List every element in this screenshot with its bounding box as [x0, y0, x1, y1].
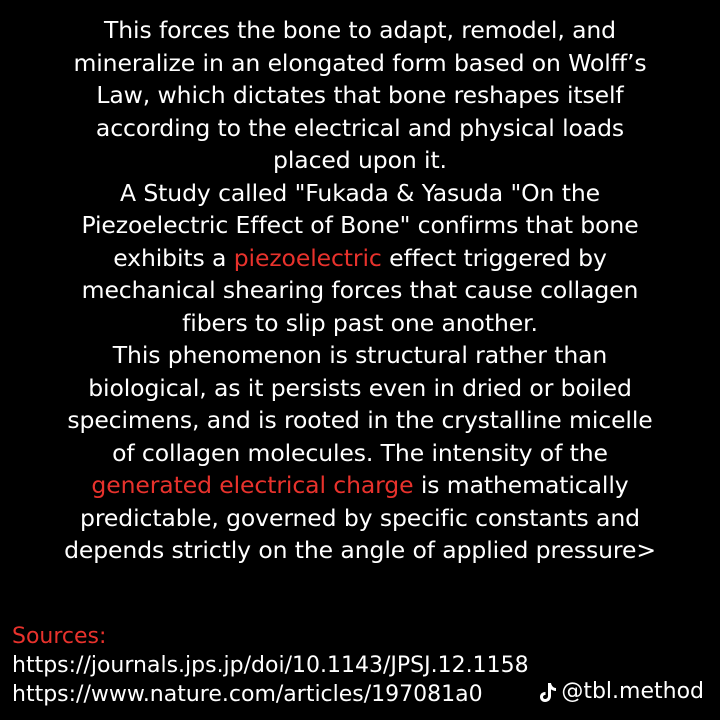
- highlight-electrical-charge: generated electrical charge: [91, 471, 414, 499]
- tiktok-icon: [539, 681, 557, 703]
- text-line: [8, 469, 712, 502]
- watermark-handle: @tbl.method: [561, 679, 704, 704]
- source-link-jps[interactable]: https://journals.jps.jp/doi/10.1143/JPSJ.12.1158: [12, 653, 529, 678]
- text-line: This phenomenon is structural rather than: [112, 341, 608, 369]
- text-line: A Study called "Fukada & Yasuda "On the: [120, 178, 600, 207]
- text-line: of collagen molecules. The intensity of the: [112, 438, 608, 467]
- main-text: [8, 14, 712, 567]
- text-segment: effect triggered by: [381, 243, 607, 272]
- text-line: depends strictly on the angle of applied pressure>: [64, 536, 656, 564]
- sources-label: Sources:: [12, 624, 107, 649]
- text-line: according to the electrical and physical loads: [95, 113, 625, 142]
- source-link-nature[interactable]: https://www.nature.com/articles/197081a0: [12, 682, 483, 707]
- text-line: specimens, and is rooted in the crystalline micelle: [67, 406, 653, 434]
- text-line: Piezoelectric Effect of Bone" confirms that bone: [81, 211, 639, 239]
- text-line: Law, which dictates that bone reshapes itself: [96, 81, 624, 109]
- text-line: biological, as it persists even in dried or boiled: [88, 373, 632, 402]
- text-line: predictable, governed by specific constants and: [80, 503, 640, 532]
- text-line: mineralize in an elongated form based on Wolff’s: [73, 48, 647, 77]
- text-line: [8, 242, 712, 275]
- text-line: placed upon it.: [273, 146, 447, 174]
- highlight-piezoelectric: piezoelectric: [233, 243, 382, 272]
- text-line: fibers to slip past one another.: [182, 308, 538, 337]
- text-segment: is mathematically: [413, 471, 629, 499]
- tiktok-watermark: [537, 677, 704, 706]
- text-line: mechanical shearing forces that cause collagen: [81, 276, 639, 304]
- text-segment: exhibits a: [113, 243, 234, 272]
- text-line: This forces the bone to adapt, remodel, and: [103, 16, 616, 44]
